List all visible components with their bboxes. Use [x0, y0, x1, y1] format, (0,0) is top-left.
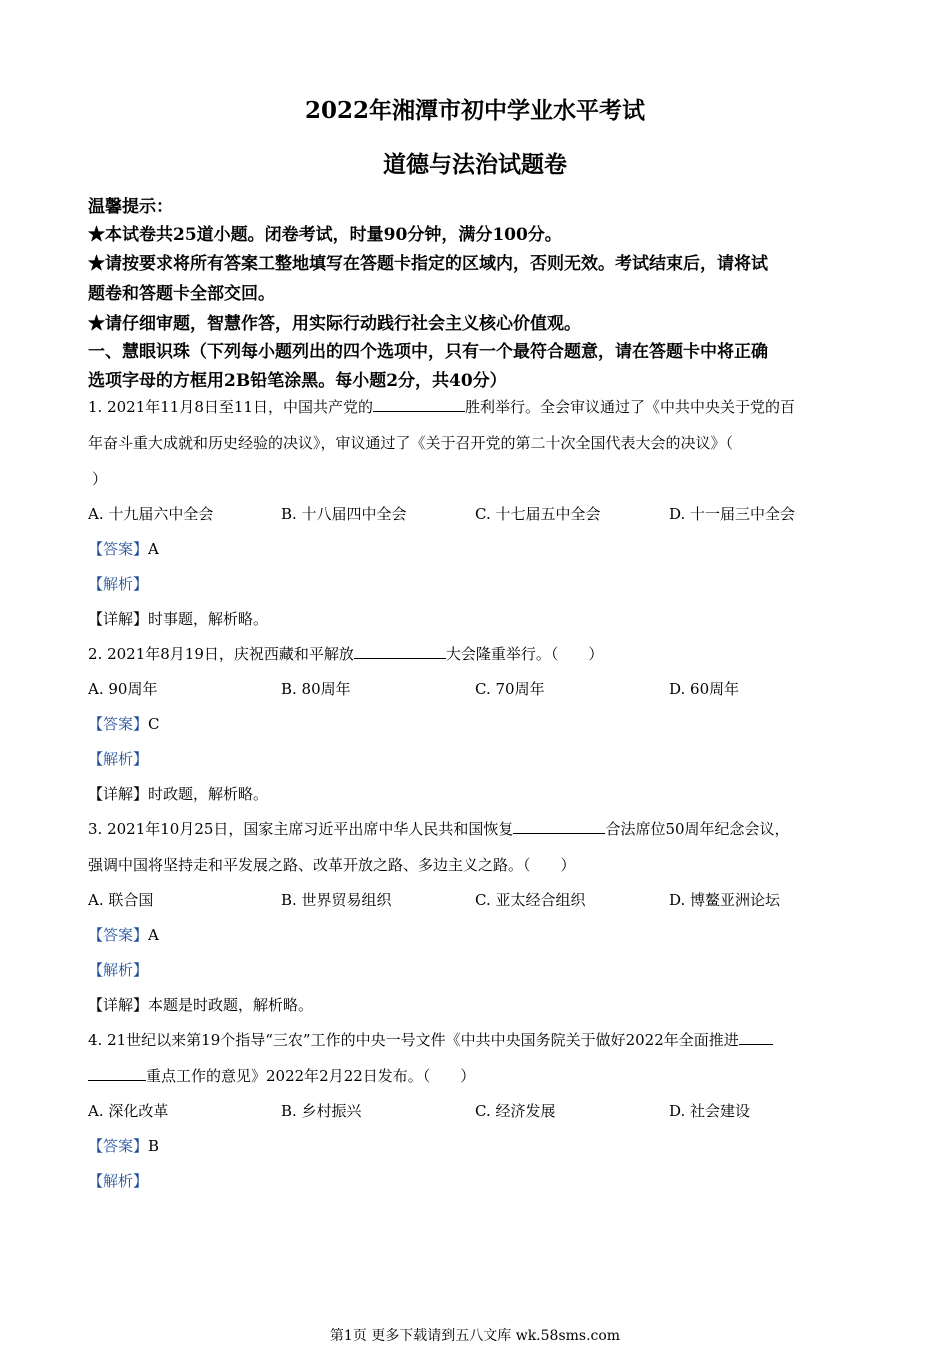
- q3-option-c: C. 亚太经合组织: [475, 891, 586, 909]
- detail-label: 【详解】: [88, 610, 149, 628]
- page-subtitle: 道德与法治试题卷: [383, 151, 567, 178]
- detail-label: 【详解】: [88, 785, 149, 803]
- tip-line-1: ★本试卷共25道小题。闭卷考试，时量90分钟，满分100分。: [88, 225, 562, 245]
- q1-blank: [373, 397, 465, 412]
- q4-option-b: B. 乡村振兴: [281, 1102, 362, 1120]
- q1-option-c: C. 十七届五中全会: [475, 505, 601, 523]
- q3-blank: [513, 819, 605, 834]
- q1-line-3: ）: [92, 470, 108, 488]
- q3-detail-text: 本题是时政题，解析略。: [148, 996, 314, 1014]
- q3-detail: [88, 994, 313, 1015]
- q1-line-1: [88, 396, 795, 417]
- q2-option-c: C. 70周年: [475, 680, 545, 698]
- q3-answer: [88, 924, 159, 945]
- answer-label: 【答案】: [88, 926, 149, 944]
- analysis-label: 【解析】: [88, 961, 149, 979]
- analysis-label: 【解析】: [88, 750, 149, 768]
- q1-options: [88, 503, 868, 525]
- q3-text-post: 合法席位50周年纪念会议，: [605, 820, 790, 838]
- tip-line-2b: 题卷和答题卡全部交回。: [88, 284, 275, 304]
- q3-option-a: A. 联合国: [88, 891, 154, 909]
- detail-label: 【详解】: [88, 996, 149, 1014]
- q4-analysis: [88, 1170, 148, 1191]
- q4-option-a: A. 深化改革: [88, 1102, 169, 1120]
- q2-detail-text: 时政题，解析略。: [148, 785, 269, 803]
- q1-answer-value: A: [148, 540, 159, 558]
- q2-option-a: A. 90周年: [88, 680, 158, 698]
- analysis-label: 【解析】: [88, 1172, 149, 1190]
- q3-analysis: [88, 959, 148, 980]
- answer-label: 【答案】: [88, 715, 149, 733]
- q1-detail-text: 时事题，解析略。: [148, 610, 269, 628]
- section-heading-1: 一、慧眼识珠（下列每小题列出的四个选项中，只有一个最符合题意，请在答题卡中将正确: [88, 342, 768, 362]
- page-title: 2022年湘潭市初中学业水平考试: [304, 97, 645, 124]
- q2-option-b: B. 80周年: [281, 680, 351, 698]
- q1-line-2: 年奋斗重大成就和历史经验的决议》，审议通过了《关于召开党的第二十次全国代表大会的决议》（: [88, 434, 734, 452]
- q2-detail: [88, 783, 268, 804]
- q3-text-pre: 3. 2021年10月25日，国家主席习近平出席中华人民共和国恢复: [88, 820, 514, 838]
- q4-text-pre: 4. 21世纪以来第19个指导“三农”工作的中央一号文件《中共中央国务院关于做好2022年全面推进: [88, 1031, 739, 1049]
- answer-label: 【答案】: [88, 1137, 149, 1155]
- answer-label: 【答案】: [88, 540, 149, 558]
- q1-answer: [88, 538, 159, 559]
- q1-option-b: B. 十八届四中全会: [281, 505, 407, 523]
- page-footer: 第1页 更多下载请到五八文库 wk.58sms.com: [329, 1328, 621, 1344]
- q1-text-post: 胜利举行。全会审议通过了《中共中央关于党的百: [464, 398, 795, 416]
- q1-option-d: D. 十一届三中全会: [669, 505, 796, 523]
- tips-heading: 温馨提示：: [88, 197, 173, 217]
- q2-answer: [88, 713, 160, 734]
- q4-blank-end: [88, 1066, 146, 1081]
- q2-answer-value: C: [148, 715, 160, 733]
- q1-text-pre: 1. 2021年11月8日至11日，中国共产党的: [88, 398, 373, 416]
- q2-line-1: [88, 643, 603, 664]
- q4-blank-start: [739, 1030, 773, 1045]
- analysis-label: 【解析】: [88, 575, 149, 593]
- q4-text-post: 重点工作的意见》2022年2月22日发布。（ ）: [146, 1067, 476, 1085]
- q4-answer-value: B: [148, 1137, 160, 1155]
- tip-line-3: ★请仔细审题，智慧作答，用实际行动践行社会主义核心价值观。: [88, 314, 581, 334]
- q2-analysis: [88, 748, 148, 769]
- tip-line-2a: ★请按要求将所有答案工整地填写在答题卡指定的区域内，否则无效。考试结束后，请将试: [88, 254, 768, 274]
- q3-line-2: 强调中国将坚持走和平发展之路、改革开放之路、多边主义之路。（ ）: [88, 856, 576, 874]
- q2-options: [88, 678, 868, 700]
- q4-line-1: [88, 1029, 773, 1050]
- q2-text-post: 大会隆重举行。（ ）: [445, 645, 604, 663]
- q4-option-c: C. 经济发展: [475, 1102, 556, 1120]
- q3-line-1: [88, 818, 790, 839]
- q3-option-d: D. 博鳌亚洲论坛: [669, 891, 781, 909]
- q2-text-pre: 2. 2021年8月19日，庆祝西藏和平解放: [88, 645, 354, 663]
- q1-analysis: [88, 573, 148, 594]
- q3-option-b: B. 世界贸易组织: [281, 891, 392, 909]
- q2-option-d: D. 60周年: [669, 680, 740, 698]
- q4-options: [88, 1100, 868, 1122]
- section-heading-2: 选项字母的方框用2B铅笔涂黑。每小题2分，共40分）: [88, 371, 507, 391]
- q2-blank: [354, 644, 446, 659]
- q4-line-2: [88, 1065, 475, 1086]
- q4-option-d: D. 社会建设: [669, 1102, 751, 1120]
- q3-answer-value: A: [148, 926, 159, 944]
- q1-option-a: A. 十九届六中全会: [88, 505, 214, 523]
- q3-options: [88, 889, 868, 911]
- q4-answer: [88, 1135, 159, 1156]
- q1-detail: [88, 608, 268, 629]
